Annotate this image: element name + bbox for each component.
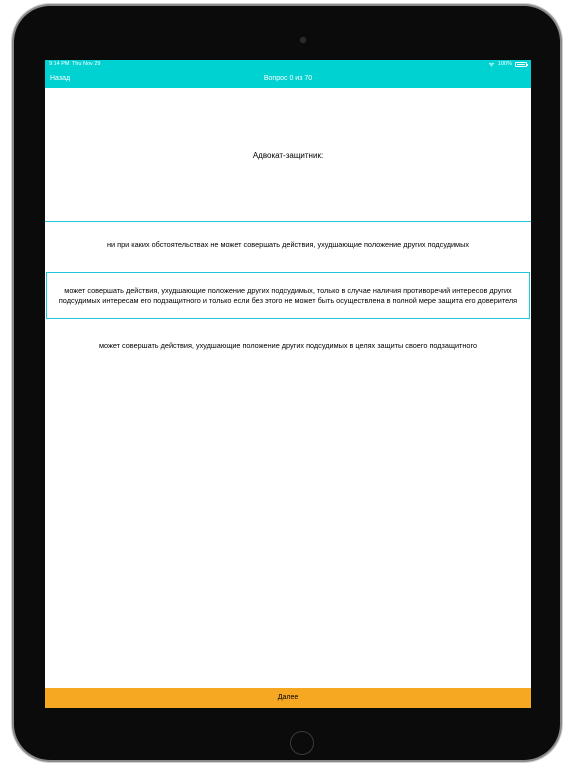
status-date: Thu Nov 29: [72, 61, 101, 67]
battery-percent: 100%: [497, 61, 512, 67]
wifi-icon: [488, 62, 495, 67]
back-button[interactable]: Назад: [50, 75, 71, 82]
answer-option-1[interactable]: [46, 230, 530, 260]
battery-icon: [515, 62, 527, 67]
answer-option-2[interactable]: [46, 272, 530, 319]
next-button[interactable]: Далее: [45, 688, 531, 708]
status-time: 9:14 PM: [49, 61, 70, 67]
home-button[interactable]: [290, 731, 314, 755]
battery-fill: [517, 64, 525, 65]
answer-option-label: может совершать действия, ухудшающие положение других подсудимых, только в случае наличия противоречий интересов других подсудимых интересам его подзащитного и только если без этого не может быть осуществлена в полной мере защита его доверителя: [58, 285, 518, 305]
question-counter-title: Вопрос 0 из 70: [263, 75, 313, 82]
question-text: Адвокат-защитник:: [252, 150, 324, 160]
question-divider: [45, 221, 531, 222]
answer-option-label: может совершать действия, ухудшающие положение других подсудимых в целях защиты своего подзащитного: [98, 341, 478, 350]
answer-option-label: ни при каких обстоятельствах не может совершать действия, ухудшающие положение других подсудимых: [107, 240, 469, 249]
status-right: [488, 60, 527, 69]
nav-bar: [45, 70, 531, 88]
answer-option-3[interactable]: [46, 331, 530, 361]
app-screen: [45, 60, 531, 708]
header: [45, 60, 531, 88]
status-bar: [45, 60, 531, 69]
front-camera: [300, 37, 306, 43]
